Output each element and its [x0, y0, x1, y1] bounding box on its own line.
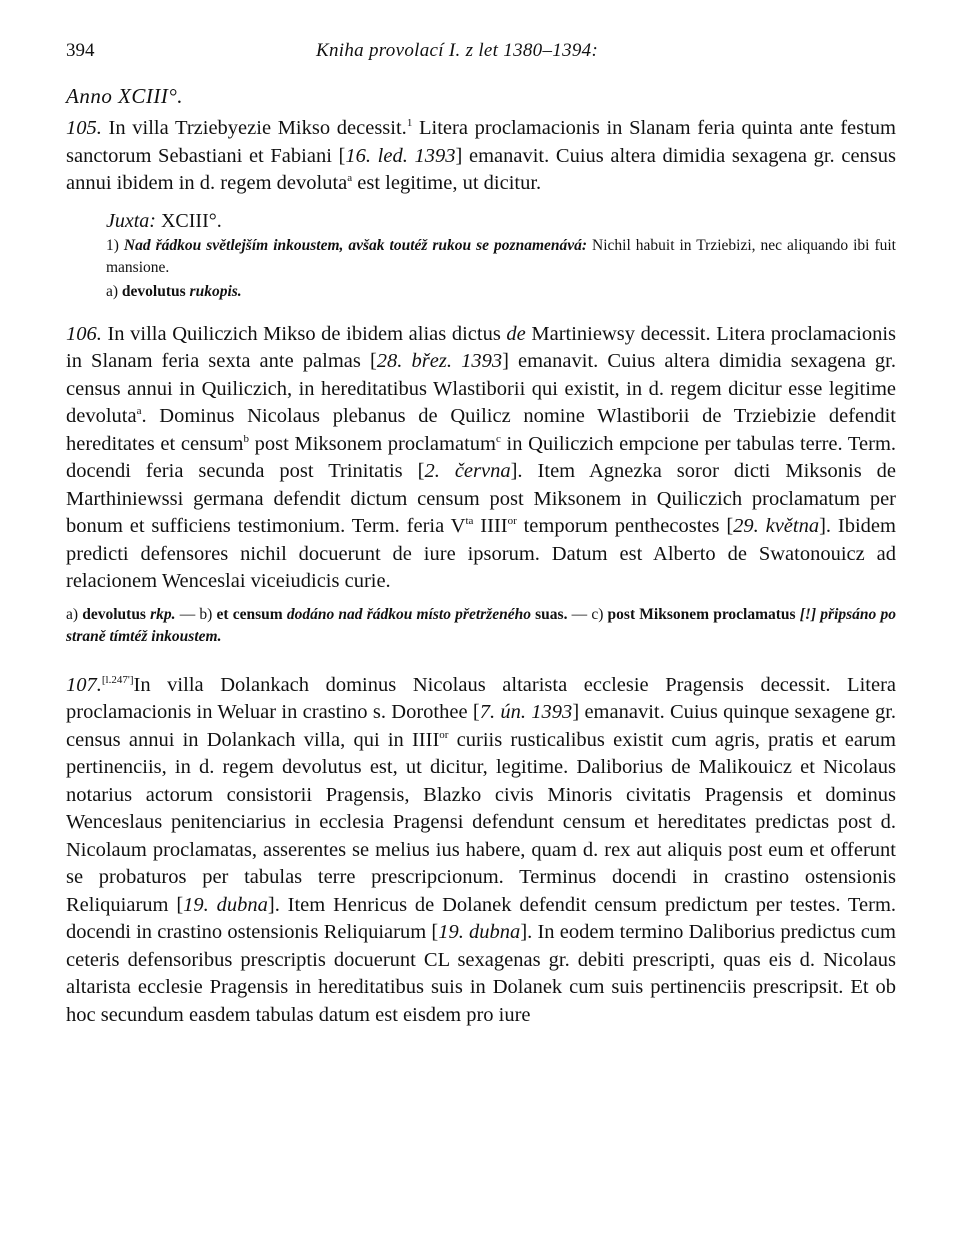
- date: 16. led. 1393: [345, 144, 456, 167]
- entry-number: 106.: [66, 322, 102, 345]
- date: 7. ún. 1393: [479, 701, 573, 723]
- year-heading: Anno XCIII°.: [66, 84, 184, 108]
- entry-106: 106. In villa Quiliczich Mikso de ibidem alias dictus de Martiniewsy decessit. Litera proclamacionis in Slanam feria sexta ante palmas [28. břez. 1393] emanavit. Cuius altera dimidia sexagena gr. census annui in Quiliczich, in hereditatibus Wlastiborii qui existit, in d. regem dicitur esse legitime devoluta$^a$. Dominus Nicolaus plebanus de Quilicz nomine Wlastiborii de Trziebizie defendit hereditates et censum$^b$ post Miksonem proclamatum$^c$ in Quiliczich empcione per tabulas terre. Term. docendi feria secunda post Trinitatis [2. června]. Item Agnezka soror dicti Miksonis de Marthiniewssi germana defendit dictum censum post Miksonem in Quiliczich proclamatum per bonum et sufficiens testimonium. Term. feria $V^{ta}$ $IIII^{or}$ temporum penthecostes [29. května]. Ibidem predicti defensores nichil docuerunt de iure ipsorum. Datum est Alberto de Swatonouicz ad relacionem Wenceslai viceiudicis curie.: [66, 322, 897, 592]
- running-header: [66, 40, 896, 74]
- footnote-ref: 1: [406, 117, 413, 130]
- footnote-105-a: a) devolutus rukopis.: [106, 282, 242, 300]
- footnote-105-1: 1) Nad řádkou světlejším inkoustem, avšak toutéž rukou se poznamenává: Nichil habuit in Trziebizi, nec aliquando ibi fuit mansione.: [106, 236, 896, 276]
- running-title: Kniha provolací I. z let 1380–1394:: [316, 40, 599, 61]
- footnote-ref: b: [243, 432, 249, 445]
- footnotes-106: a) devolutus rkp. — b) et censum dodáno nad řádkou místo přetrženého suas. — c) post Miksonem proclamatus [!] připsáno po straně tímtéž inkoustem.: [66, 605, 896, 645]
- date: 28. břez. 1393: [376, 350, 503, 372]
- entry-105: 105. In villa Trziebyezie Mikso decessit.$^1$ Litera proclamacionis in Slanam feria quinta ante festum sanctorum Sebastiani et Fabiani [16. led. 1393] emanavit. Cuius altera dimidia sexagena gr. census annui ibidem in d. regem devoluta$^a$ est legitime, ut dicitur.: [66, 117, 896, 194]
- page-number: 394: [66, 40, 95, 61]
- footnote-ref: a: [136, 405, 142, 418]
- footnote-ref: a: [347, 172, 353, 185]
- date: 29. května: [733, 515, 820, 537]
- juxta-line: Juxta: XCIII°.: [106, 209, 222, 232]
- date: 2. června: [424, 460, 511, 482]
- entry-number: 105.: [66, 117, 102, 139]
- date: 19. dubna: [183, 893, 268, 916]
- footnote-ref: c: [495, 432, 501, 445]
- date: 19. dubna: [438, 921, 521, 943]
- entry-107: 107.[l.247']In villa Dolankach dominus Nicolaus altarista ecclesie Pragensis decessit. Litera proclamacionis in Weluar in crastino s. Dorothee [7. ún. 1393] emanavit. Cuius quinque sexagene gr. census annui in Dolankach villa, qui in $IIII^{or}$ curiis rusticalibus existit cum agris, pratis et earum pertinenciis, in d. regem devolutus est, ut dicitur, legitime. Daliborius de Malikouicz et Nicolaus notarius actorum consistorii Pragensis, Blazko civis Minoris civitatis Pragensis et dominus Wenceslaus penitenciarius in ecclesia Pragensi defendunt censum et hereditates predictas post d. Nicolaum proclamatas, asserentes se melius ius habere, quam d. rex aut aliquis post eum et offerunt se probaturos per tabulas terre prescripcionum. Terminus docendi in crastino ostensionis Reliquiarum [19. dubna]. Item Henricus de Dolanek defendit censum predictum per testes. Term. docendi in crastino ostensionis Reliquiarum [19. dubna]. In eodem termino Daliborius predictus cum ceteris defensoribus prescriptis docuerunt CL sexagenas gr. debiti prescripti, quas eis d. Nicolaus altarista ecclesie Pragensis in hereditatibus suis in Dolanek cum suis pertinenciis prescripsit. Et ob hoc secundum easdem tabulas datum est eisdem pro iure: [66, 673, 897, 1026]
- entry-number: 107.: [66, 673, 102, 696]
- folio-mark: [l.247']: [101, 673, 134, 686]
- document-page: [66, 40, 896, 1029]
